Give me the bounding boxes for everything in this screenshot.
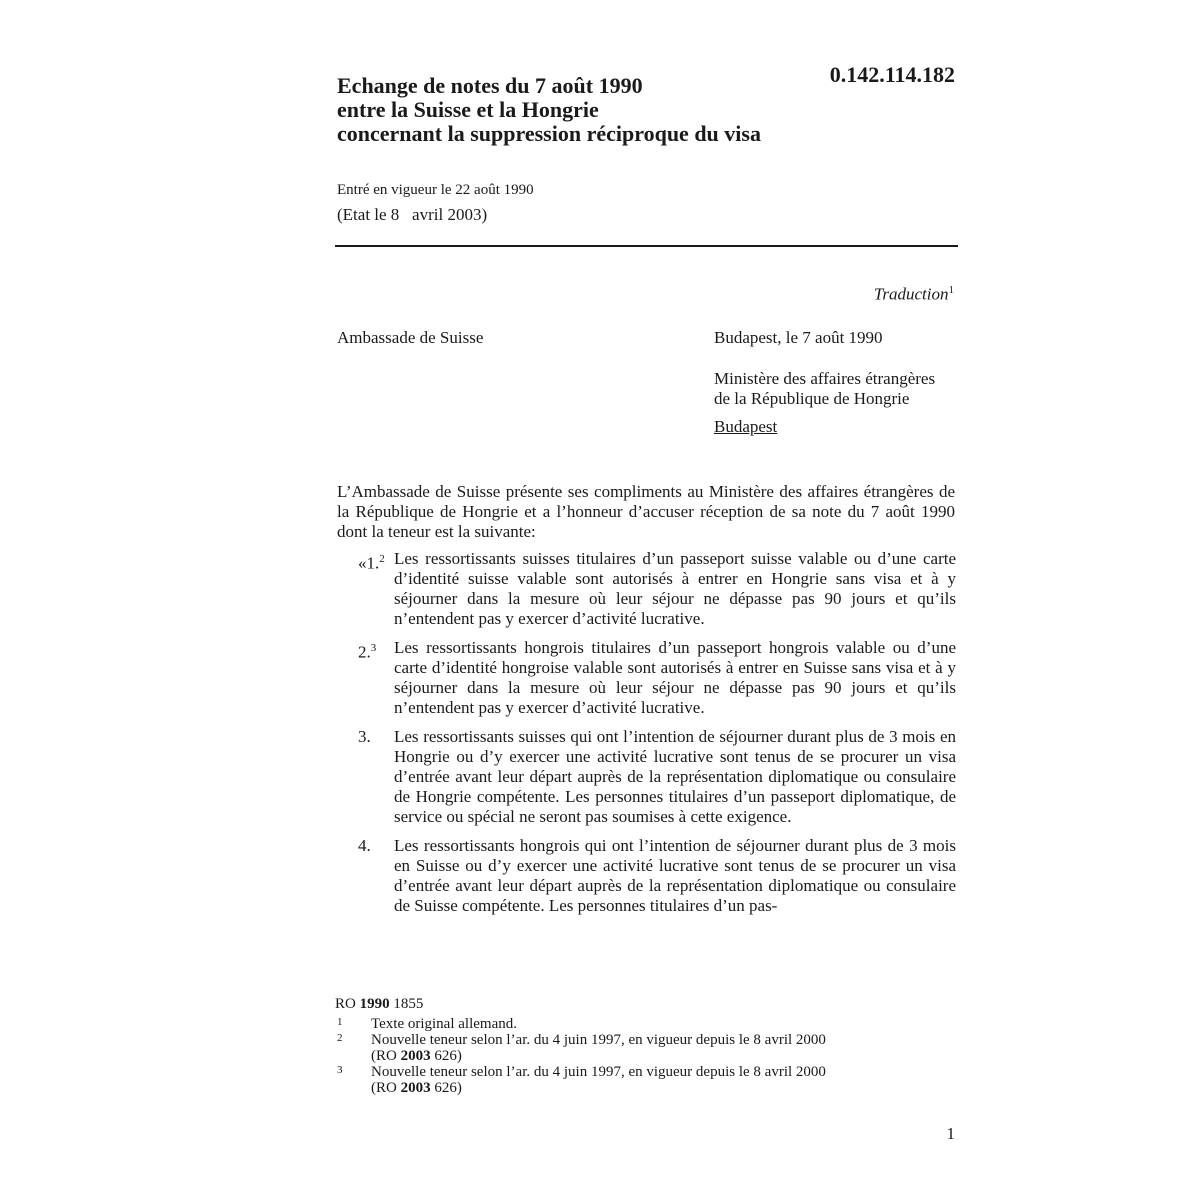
source-year: 1990 (359, 996, 390, 1012)
translation-label (760, 284, 954, 305)
list-item (340, 836, 956, 916)
recipient-city: Budapest (714, 417, 778, 436)
item-number (340, 638, 394, 718)
item-number (340, 836, 394, 916)
title-line: concernant la suppression réciproque du visa (337, 121, 761, 146)
item-text: Les ressortissants suisses titulaires d’un passeport suisse valable ou d’une carte d’identité suisse valable sont autorisés à entrer en Hongrie sans visa et à y séjourner dans la mesure où leur séjour ne dépasse pas 90 jours et qu’ils n’entendent pas y exercer d’activité lucrative. (394, 549, 956, 628)
footnote-mark: 1 (337, 1016, 343, 1028)
footnote (337, 1016, 897, 1032)
footnote-ref[interactable]: 1 (948, 284, 954, 296)
item-number-text: 3. (358, 727, 371, 746)
item-text: Les ressortissants hongrois qui ont l’intention de séjourner durant plus de 3 mois en Suisse ou d’y exercer une activité lucrative sont tenus de se procurer un visa d’entrée avant leur départ auprès de la représentation diplomatique ou consulaire de Suisse compétente. Les personnes titulaires d’un pas- (394, 836, 956, 915)
header-divider (335, 245, 958, 247)
footnote-line: Nouvelle teneur selon l’ar. du 4 juin 1997, en vigueur depuis le 8 avril 2000 (371, 1064, 826, 1080)
sr-number: 0.142.114.182 (829, 62, 955, 87)
official-source (335, 996, 423, 1013)
recipient-address (714, 369, 935, 437)
item-text: Les ressortissants suisses qui ont l’intention de séjourner durant plus de 3 mois en Hongrie ou d’y exercer une activité lucrative sont tenus de se procurer un visa d’entrée avant leur départ auprès de la représentation diplomatique ou consulaire de Hongrie compétente. Les personnes titulaires d’un passeport diplomatique, de service ou spécial ne seront pas soumises à cette exigence. (394, 727, 956, 826)
place-date: Budapest, le 7 août 1990 (714, 328, 883, 347)
numbered-list (340, 549, 956, 925)
footnote-ref[interactable]: 3 (370, 642, 377, 654)
item-number (340, 727, 394, 827)
source-page: 1855 (393, 996, 424, 1012)
item-number (340, 549, 394, 629)
footnote-text (371, 1016, 897, 1032)
recipient-line: Ministère des affaires étrangères (714, 369, 936, 388)
footnote-line: Nouvelle teneur selon l’ar. du 4 juin 1997, en vigueur depuis le 8 avril 2000 (371, 1032, 826, 1048)
list-item (340, 638, 956, 718)
item-number-text: 4. (358, 836, 371, 855)
list-item (340, 727, 956, 827)
footnote (337, 1032, 897, 1064)
footnote-line: (RO 2003 626) (371, 1048, 462, 1064)
sender: Ambassade de Suisse (337, 328, 484, 347)
title-line: entre la Suisse et la Hongrie (337, 97, 599, 122)
translation-text: Traduction (873, 284, 949, 304)
item-number-text: 2. (358, 642, 371, 662)
footnote-mark: 3 (337, 1064, 343, 1076)
item-text: Les ressortissants hongrois titulaires d’un passeport hongrois valable ou d’une carte d’identité hongroise valable sont autorisés à entrer en Suisse sans visa et à y séjourner dans la mesure où leur séjour ne dépasse pas 90 jours et qu’ils n’entendent pas y exercer d’activité lucrative. (394, 638, 956, 717)
item-number-text: «1. (358, 553, 380, 573)
footnote (337, 1064, 897, 1096)
state-date: (Etat le 8 avril 2003) (337, 205, 488, 224)
list-item (340, 549, 956, 629)
footnotes (337, 1016, 897, 1096)
footnote-text (371, 1064, 897, 1096)
footnote-line: Texte original allemand. (371, 1016, 517, 1032)
recipient-line: de la République de Hongrie (714, 389, 910, 408)
footnote-text (371, 1032, 897, 1064)
entry-into-force: Entré en vigueur le 22 août 1990 (337, 182, 534, 198)
page-number: 1 (946, 1124, 955, 1143)
intro-paragraph: L’Ambassade de Suisse présente ses compliments au Ministère des affaires étrangères de la République de Hongrie et a l’honneur d’accuser réception de sa note du 7 août 1990 dont la teneur est la suivante: (337, 482, 955, 541)
footnote-mark: 2 (337, 1032, 343, 1044)
footnote-ref[interactable]: 2 (379, 553, 385, 565)
source-prefix: RO (335, 996, 356, 1012)
title-line: Echange de notes du 7 août 1990 (337, 73, 643, 98)
document-title (337, 74, 807, 146)
footnote-line: (RO 2003 626) (371, 1080, 462, 1096)
